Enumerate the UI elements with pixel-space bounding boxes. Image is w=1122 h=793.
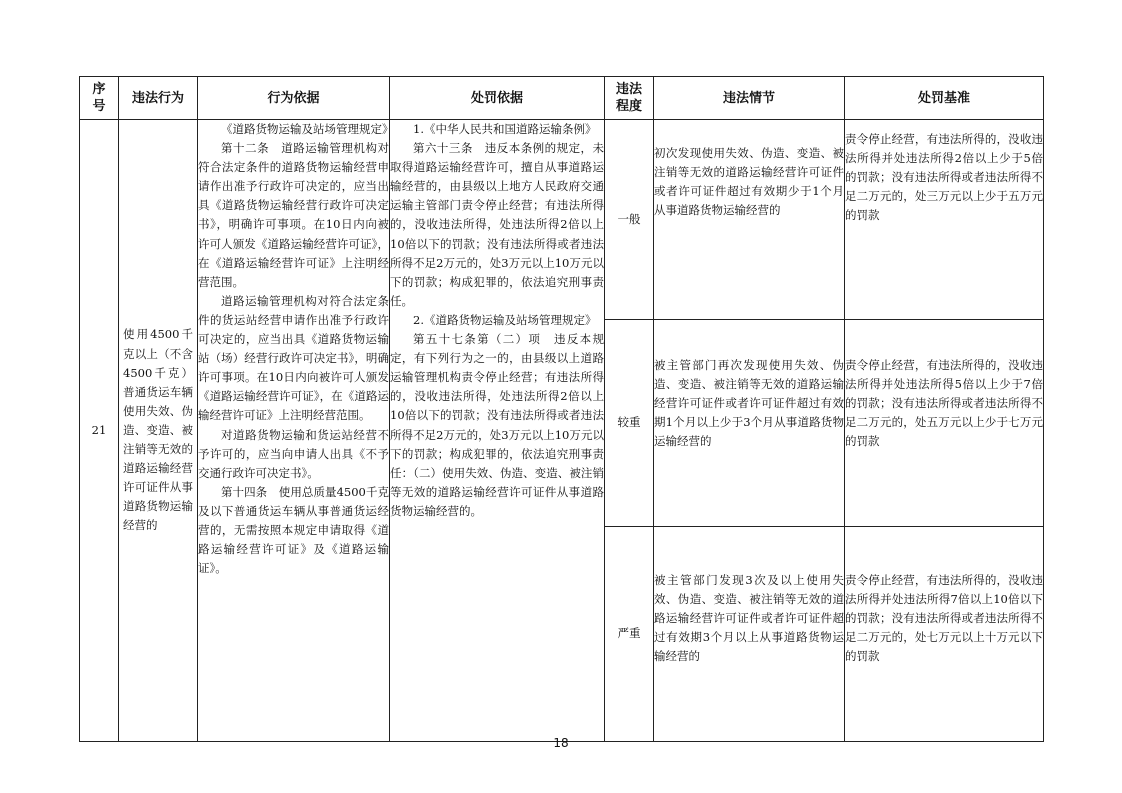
cell-standard-severe xyxy=(845,527,1044,742)
cell-degree-general: 一般 xyxy=(605,120,654,320)
cell-circumstance-serious xyxy=(654,320,845,527)
penalty-basis-p3: 2.《道路货物运输及站场管理规定》 xyxy=(413,312,597,327)
behavior-basis-p2: 第十二条 道路运输管理机构对符合法定条件的道路货物运输经营申请作出准予行政许可决定的，应当出具《道路货物运输经营行政许可决定书》，明确许可事项。在10日内向被许可人颁发《道路运输经营许可证》，在《道路运输经营许可证》上注明经营范围。 xyxy=(198,141,389,289)
page-number: 18 xyxy=(553,736,569,750)
header-penalty-basis: 处罚依据 xyxy=(390,77,605,120)
header-degree: 违法 程度 xyxy=(605,77,654,120)
cell-degree-severe: 严重 xyxy=(605,527,654,742)
header-seq: 序 号 xyxy=(80,77,119,120)
behavior-basis-p3: 道路运输管理机构对符合法定条件的货运站经营申请作出准予行政许可决定的，应当出具《道路货物运输站（场）经营行政许可决定书》，明确许可事项。在10日内向被许可人颁发《道路运输经营许可证》，在《道路运输经营许可证》上注明经营范围。 xyxy=(198,293,389,423)
circumstance-general-text: 初次发现使用失效、伪造、变造、被注销等无效的道路运输经营许可证件或者许可证件超过有效期少于1个月从事道路货物运输经营的 xyxy=(654,146,844,218)
penalty-table xyxy=(79,76,1044,742)
behavior-basis-p5: 第十四条 使用总质量4500千克及以下普通货运车辆从事普通货运经营的，无需按照本规定申请取得《道路运输经营许可证》及《道路运输证》。 xyxy=(198,484,389,576)
header-violation: 违法行为 xyxy=(119,77,198,120)
standard-serious-text: 责令停止经营，有违法所得的，没收违法所得并处违法所得5倍以上少于7倍的罚款；没有违法所得或者违法所得不足二万元的，处五万元以上少于七万元的罚款 xyxy=(845,358,1043,449)
header-standard: 处罚基准 xyxy=(845,77,1044,120)
cell-degree-serious: 较重 xyxy=(605,320,654,527)
cell-violation xyxy=(119,120,198,742)
cell-behavior-basis xyxy=(198,120,394,742)
standard-severe-text: 责令停止经营，有违法所得的，没收违法所得并处违法所得7倍以上10倍以下的罚款；没有违法所得或者违法所得不足二万元的，处七万元以上十万元以下的罚款 xyxy=(845,573,1043,664)
penalty-basis-p1: 1.《中华人民共和国道路运输条例》 xyxy=(413,122,597,136)
table-row xyxy=(80,120,1044,320)
header-circumstance: 违法情节 xyxy=(654,77,845,120)
header-behavior-basis: 行为依据 xyxy=(198,77,390,120)
circumstance-severe-text: 被主管部门发现3次及以上使用失效、伪造、变造、被注销等无效的道路运输经营许可证件或者许可证件超过有效期3个月以上从事道路货物运输经营的 xyxy=(654,573,844,664)
penalty-basis-p4: 第五十七条第（二）项 违反本规定，有下列行为之一的，由县级以上道路运输管理机构责令停止经营；有违法所得的，没收违法所得，处违法所得2倍以上10倍以下的罚款；没有违法所得或者违法所得不足2万元的，处3万元以上10万元以下的罚款；构成犯罪的，依法追究刑事责任：（二）使用失效、伪造、变造、被注销等无效的道路运输经营许可证件从事道路货物运输经营的。 xyxy=(390,332,604,518)
behavior-basis-p1: 《道路货物运输及站场管理规定》 xyxy=(221,122,394,136)
cell-seq: 21 xyxy=(80,120,119,742)
circumstance-serious-text: 被主管部门再次发现使用失效、伪造、变造、被注销等无效的道路运输经营许可证件或者许可证件超过有效期1个月以上少于3个月从事道路货物运输经营的 xyxy=(654,358,844,449)
header-row xyxy=(80,77,1044,120)
cell-circumstance-severe xyxy=(654,527,845,742)
penalty-basis-p2: 第六十三条 违反本条例的规定，未取得道路运输经营许可，擅自从事道路运输经营的，由县级以上地方人民政府交通运输主管部门责令停止经营；有违法所得的，没收违法所得，处违法所得2倍以上10倍以下的罚款；没有违法所得或者违法所得不足2万元的，处3万元以上10万元以下的罚款；构成犯罪的，依法追究刑事责任。 xyxy=(390,141,604,308)
violation-text: 使用4500千克以上（不含4500千克）普通货运车辆使用失效、伪造、变造、被注销等无效的道路运输经营许可证件从事道路货物运输经营的 xyxy=(123,327,193,533)
behavior-basis-p4: 对道路货物运输和货运站经营不予许可的，应当向申请人出具《不予交通行政许可决定书》。 xyxy=(198,427,389,480)
cell-circumstance-general xyxy=(654,120,845,320)
cell-penalty-basis xyxy=(390,120,605,742)
cell-standard-general xyxy=(845,120,1044,320)
standard-general-text: 责令停止经营，有违法所得的，没收违法所得并处违法所得2倍以上少于5倍的罚款；没有违法所得或者违法所得不足二万元的，处三万元以上少于五万元的罚款 xyxy=(845,132,1043,223)
cell-standard-serious xyxy=(845,320,1044,527)
